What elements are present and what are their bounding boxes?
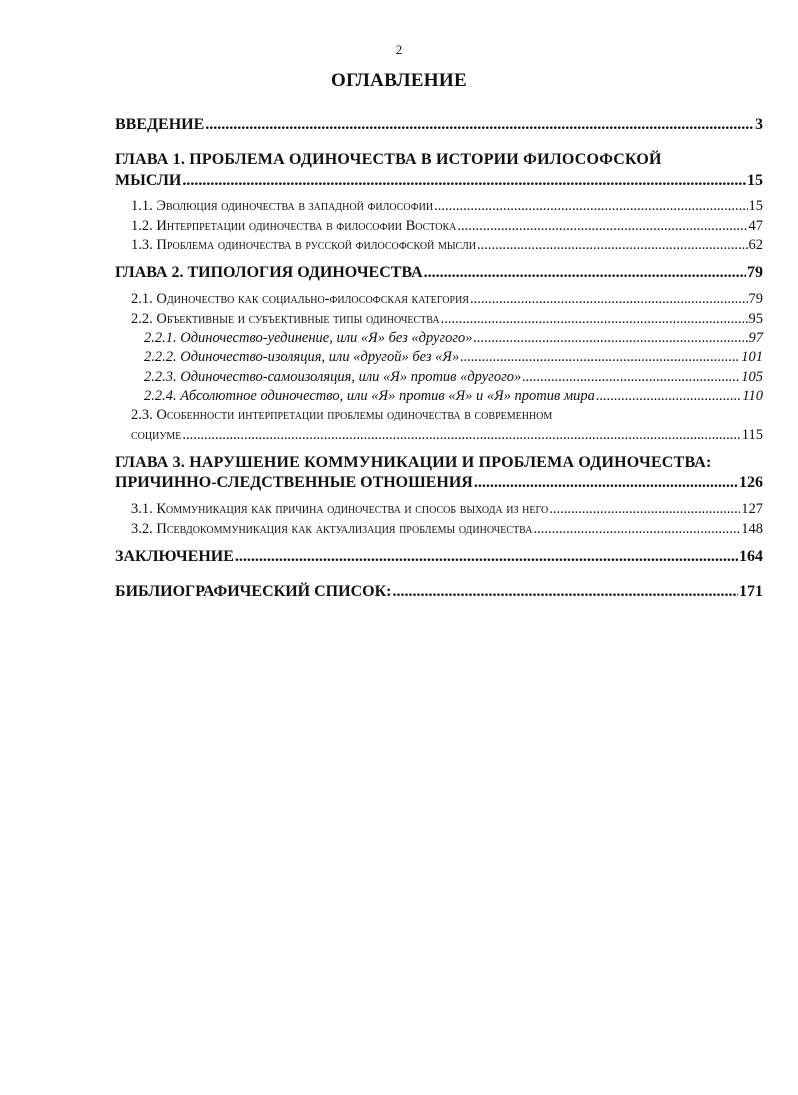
- toc-entry-3-1[interactable]: [131, 501, 763, 518]
- toc-entry-label: 1.3. Проблема одиночества в русской философской мысли: [131, 237, 476, 253]
- toc-entry-conclusion[interactable]: [115, 548, 763, 566]
- toc-entry-chapter-1[interactable]: [115, 172, 763, 190]
- leader-dots: [424, 264, 746, 282]
- toc-entry-page: 79: [747, 264, 763, 281]
- leader-dots: [474, 474, 738, 492]
- toc-entry-2-1[interactable]: [131, 291, 763, 308]
- toc-entry-label: ЗАКЛЮЧЕНИЕ: [115, 548, 234, 565]
- toc-entry-chapter-3[interactable]: [115, 474, 763, 492]
- toc-entry-1-2[interactable]: [131, 218, 763, 235]
- toc-entry-page: 15: [747, 172, 763, 189]
- toc-entry-2-2-1[interactable]: [144, 330, 763, 347]
- leader-dots: [474, 330, 748, 347]
- toc-entry-bibliography[interactable]: [115, 583, 763, 601]
- toc-entry-page: 97: [748, 330, 763, 346]
- toc-entry-label: 2.2.1. Одиночество-уединение, или «Я» без «другого»: [144, 330, 473, 346]
- toc-entry-3-2[interactable]: [131, 521, 763, 538]
- toc-entry-label: 1.1. Эволюция одиночества в западной философии: [131, 198, 434, 214]
- toc-entry-label: 1.2. Интерпретации одиночества в философии Востока: [131, 218, 457, 234]
- toc-entry-label: 2.2.2. Одиночество-изоляция, или «другой» без «Я»: [144, 349, 460, 365]
- toc-entry-intro[interactable]: [115, 116, 763, 134]
- toc-entry-label: 2.2. Объективные и субъективные типы одиночества: [131, 311, 440, 327]
- leader-dots: [205, 116, 754, 134]
- leader-dots: [393, 583, 739, 601]
- toc-chapter-1-title[interactable]: ГЛАВА 1. ПРОБЛЕМА ОДИНОЧЕСТВА В ИСТОРИИ ФИЛОСОФСКОЙ: [115, 151, 662, 168]
- toc-entry-page: 47: [748, 218, 763, 234]
- toc-entry-2-2[interactable]: [131, 311, 763, 328]
- leader-dots: [457, 218, 747, 235]
- leader-dots: [434, 198, 747, 215]
- toc-entry-page: 79: [748, 291, 763, 307]
- toc-entry-page: 3: [755, 116, 763, 133]
- leader-dots: [477, 237, 748, 254]
- toc-entry-page: 15: [748, 198, 763, 214]
- toc-entry-label: ПРИЧИННО-СЛЕДСТВЕННЫЕ ОТНОШЕНИЯ: [115, 474, 473, 491]
- toc-entry-page: 164: [739, 548, 763, 565]
- page-title: ОГЛАВЛЕНИЕ: [331, 70, 467, 91]
- leader-dots: [460, 349, 740, 366]
- leader-dots: [549, 501, 740, 518]
- toc-entry-label: ГЛАВА 2. ТИПОЛОГИЯ ОДИНОЧЕСТВА: [115, 264, 423, 281]
- leader-dots: [182, 427, 740, 444]
- toc-entry-page: 95: [748, 311, 763, 327]
- toc-entry-2-2-4[interactable]: [144, 388, 763, 405]
- toc-entry-label: 2.1. Одиночество как социально-философская категория: [131, 291, 469, 307]
- toc-entry-label: 3.2. Псевдокоммуникация как актуализация проблемы одиночества: [131, 521, 533, 537]
- toc-entry-1-1[interactable]: [131, 198, 763, 215]
- toc-entry-label: МЫСЛИ: [115, 172, 182, 189]
- toc-entry-label: социуме: [131, 427, 182, 443]
- toc-entry-2-2-3[interactable]: [144, 369, 763, 386]
- leader-dots: [522, 369, 740, 386]
- toc-entry-2-3[interactable]: [131, 427, 763, 444]
- page-number: 2: [395, 42, 403, 57]
- toc-entry-label: 3.1. Коммуникация как причина одиночества и способ выхода из него: [131, 501, 549, 517]
- toc-entry-chapter-2[interactable]: [115, 264, 763, 282]
- toc-entry-page: 101: [741, 349, 763, 365]
- toc-entry-label: ВВЕДЕНИЕ: [115, 116, 205, 133]
- leader-dots: [235, 548, 738, 566]
- toc-entry-2-3-title[interactable]: 2.3. Особенности интерпретации проблемы одиночества в современном: [131, 407, 553, 423]
- toc-entry-label: 2.2.4. Абсолютное одиночество, или «Я» против «Я» и «Я» против мира: [144, 388, 595, 404]
- leader-dots: [470, 291, 748, 308]
- toc-entry-page: 110: [742, 388, 763, 404]
- toc-entry-label: 2.2.3. Одиночество-самоизоляция, или «Я» против «другого»: [144, 369, 522, 385]
- leader-dots: [441, 311, 748, 328]
- toc-chapter-3-title[interactable]: ГЛАВА 3. НАРУШЕНИЕ КОММУНИКАЦИИ И ПРОБЛЕМА ОДИНОЧЕСТВА:: [115, 454, 712, 471]
- toc-entry-page: 126: [739, 474, 763, 491]
- toc-entry-page: 62: [748, 237, 763, 253]
- toc-entry-page: 148: [741, 521, 763, 537]
- toc-entry-2-2-2[interactable]: [144, 349, 763, 366]
- leader-dots: [533, 521, 740, 538]
- leader-dots: [182, 172, 746, 190]
- leader-dots: [596, 388, 741, 405]
- toc-entry-page: 105: [741, 369, 763, 385]
- toc-entry-page: 127: [741, 501, 763, 517]
- toc-entry-label: БИБЛИОГРАФИЧЕСКИЙ СПИСОК:: [115, 583, 392, 600]
- toc-entry-page: 115: [741, 427, 763, 443]
- toc-entry-1-3[interactable]: [131, 237, 763, 254]
- toc-entry-page: 171: [739, 583, 763, 600]
